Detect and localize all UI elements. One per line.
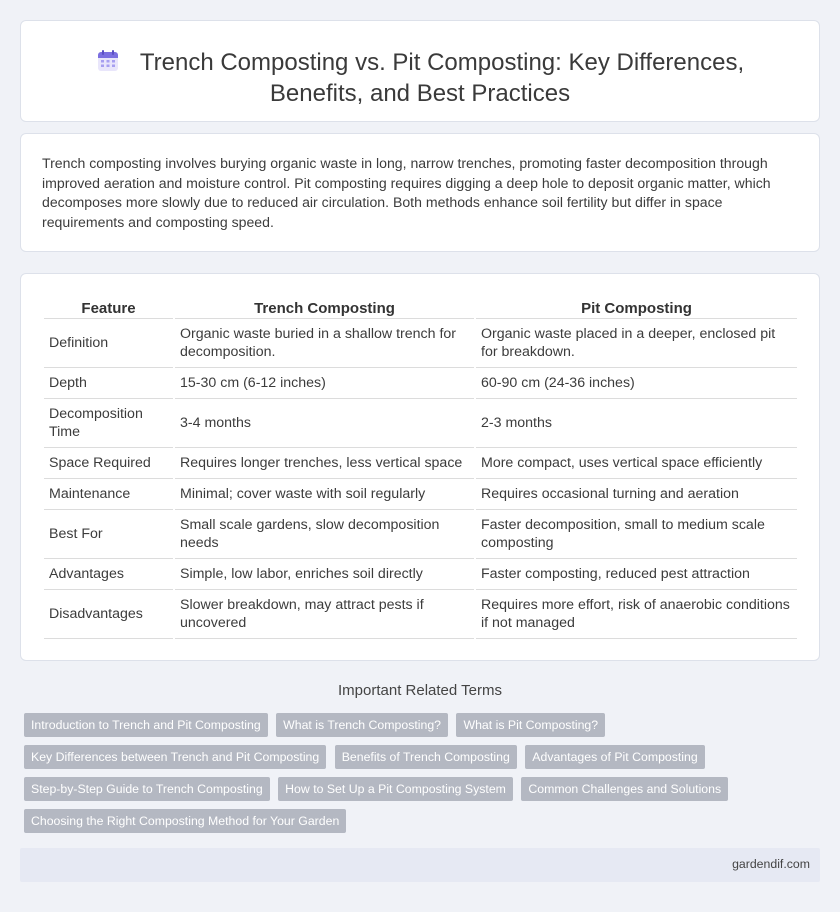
header-card: [20, 20, 820, 122]
feature-cell: Best For: [44, 510, 173, 559]
trench-cell: Requires longer trenches, less vertical space: [175, 448, 474, 479]
tag-row: [24, 809, 724, 841]
table-row: [44, 559, 797, 590]
comparison-table-card: [20, 273, 820, 661]
pit-cell: Faster composting, reduced pest attraction: [476, 559, 797, 590]
trench-cell: Organic waste buried in a shallow trench for decomposition.: [175, 319, 474, 368]
table-row: [44, 448, 797, 479]
trench-cell: 15-30 cm (6-12 inches): [175, 368, 474, 399]
related-term-link[interactable]: Common Challenges and Solutions: [521, 777, 728, 801]
feature-cell: Advantages: [44, 559, 173, 590]
table-header-row: [44, 296, 797, 319]
column-header-feature: Feature: [44, 296, 173, 319]
pit-cell: Organic waste placed in a deeper, enclosed pit for breakdown.: [476, 319, 797, 368]
related-term-link[interactable]: What is Trench Composting?: [276, 713, 448, 737]
pit-cell: Requires occasional turning and aeration: [476, 479, 797, 510]
feature-cell: Depth: [44, 368, 173, 399]
trench-cell: Minimal; cover waste with soil regularly: [175, 479, 474, 510]
intro-paragraph: Trench composting involves burying organic waste in long, narrow trenches, promoting faster decomposition through improved aeration and moisture control. Pit composting requires digging a deep hole to deposit organic matter, which decomposes more slowly due to reduced air circulation. Both methods enhance soil fertility but differ in space requirements and composting speed.: [42, 155, 771, 230]
pit-cell: 2-3 months: [476, 399, 797, 448]
trench-cell: Small scale gardens, slow decomposition needs: [175, 510, 474, 559]
column-header-pit: Pit Composting: [476, 296, 797, 319]
feature-cell: Disadvantages: [44, 590, 173, 639]
related-term-link[interactable]: How to Set Up a Pit Composting System: [278, 777, 513, 801]
footer-site-link[interactable]: gardendif.com: [732, 857, 810, 871]
related-term-link[interactable]: Advantages of Pit Composting: [525, 745, 704, 769]
feature-cell: Decomposition Time: [44, 399, 173, 448]
related-term-link[interactable]: Key Differences between Trench and Pit Composting: [24, 745, 326, 769]
comparison-table: [42, 296, 799, 639]
calendar-icon: [96, 49, 120, 73]
trench-cell: 3-4 months: [175, 399, 474, 448]
related-term-link[interactable]: Choosing the Right Composting Method for Your Garden: [24, 809, 346, 833]
pit-cell: Requires more effort, risk of anaerobic conditions if not managed: [476, 590, 797, 639]
table-row: [44, 510, 797, 559]
trench-cell: Simple, low labor, enriches soil directly: [175, 559, 474, 590]
pit-cell: More compact, uses vertical space efficiently: [476, 448, 797, 479]
pit-cell: 60-90 cm (24-36 inches): [476, 368, 797, 399]
table-row: [44, 368, 797, 399]
table-row: [44, 319, 797, 368]
related-terms-heading: Important Related Terms: [338, 682, 502, 699]
footer-bar: [20, 848, 820, 882]
pit-cell: Faster decomposition, small to medium scale composting: [476, 510, 797, 559]
feature-cell: Maintenance: [44, 479, 173, 510]
tag-row: [24, 777, 724, 809]
table-row: [44, 399, 797, 448]
tag-row: [24, 713, 724, 745]
tag-row: [24, 745, 724, 777]
trench-cell: Slower breakdown, may attract pests if uncovered: [175, 590, 474, 639]
related-term-link[interactable]: Step-by-Step Guide to Trench Composting: [24, 777, 270, 801]
table-row: [44, 479, 797, 510]
feature-cell: Space Required: [44, 448, 173, 479]
column-header-trench: Trench Composting: [175, 296, 474, 319]
table-row: [44, 590, 797, 639]
related-term-link[interactable]: What is Pit Composting?: [456, 713, 605, 737]
related-term-link[interactable]: Introduction to Trench and Pit Composting: [24, 713, 268, 737]
related-terms-list: [24, 713, 724, 841]
feature-cell: Definition: [44, 319, 173, 368]
related-term-link[interactable]: Benefits of Trench Composting: [335, 745, 517, 769]
page-title-text: Trench Composting vs. Pit Composting: Key Differences, Benefits, and Best Practices: [139, 49, 745, 107]
page-title: [21, 47, 819, 109]
intro-card: [20, 133, 820, 252]
